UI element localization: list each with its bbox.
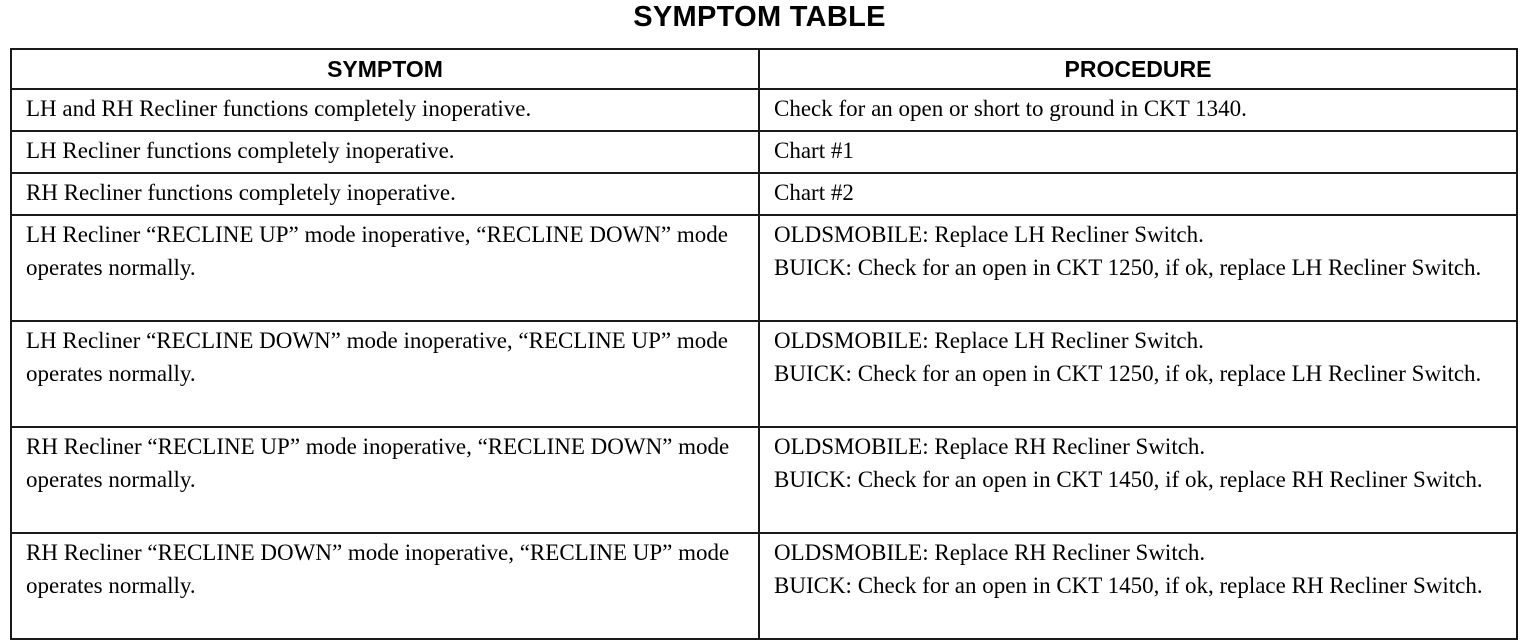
procedure-line: OLDSMOBILE: Replace RH Recliner Switch. <box>774 540 1206 565</box>
table-row <box>11 131 1517 173</box>
symptom-table <box>10 48 1518 640</box>
procedure-line: OLDSMOBILE: Replace RH Recliner Switch. <box>774 434 1206 459</box>
procedure-line: Check for an open or short to ground in CKT 1340. <box>774 96 1247 121</box>
symptom-cell: RH Recliner functions completely inoperative. <box>11 173 759 215</box>
table-row <box>11 215 1517 321</box>
symptom-cell: LH Recliner functions completely inoperative. <box>11 131 759 173</box>
procedure-line: Chart #1 <box>774 138 854 163</box>
table-row <box>11 321 1517 427</box>
table-row <box>11 427 1517 533</box>
procedure-line: OLDSMOBILE: Replace LH Recliner Switch. <box>774 328 1204 353</box>
symptom-cell: RH Recliner “RECLINE UP” mode inoperative, “RECLINE DOWN” mode operates normally. <box>11 427 759 533</box>
symptom-column-header: SYMPTOM <box>11 49 759 89</box>
procedure-line: OLDSMOBILE: Replace LH Recliner Switch. <box>774 222 1204 247</box>
table-row <box>11 533 1517 639</box>
symptom-cell: LH Recliner “RECLINE DOWN” mode inoperative, “RECLINE UP” mode operates normally. <box>11 321 759 427</box>
procedure-line: Chart #2 <box>774 180 854 205</box>
procedure-cell <box>759 131 1517 173</box>
procedure-line: BUICK: Check for an open in CKT 1250, if ok, replace LH Recliner Switch. <box>774 360 1482 386</box>
procedure-cell <box>759 533 1517 639</box>
table-row <box>11 89 1517 131</box>
symptom-cell: LH Recliner “RECLINE UP” mode inoperative, “RECLINE DOWN” mode operates normally. <box>11 215 759 321</box>
table-row <box>11 173 1517 215</box>
procedure-cell <box>759 173 1517 215</box>
procedure-cell <box>759 427 1517 533</box>
procedure-cell <box>759 321 1517 427</box>
procedure-line: BUICK: Check for an open in CKT 1250, if ok, replace LH Recliner Switch. <box>774 254 1482 280</box>
symptom-cell: LH and RH Recliner functions completely inoperative. <box>11 89 759 131</box>
procedure-line: BUICK: Check for an open in CKT 1450, if ok, replace RH Recliner Switch. <box>774 572 1483 598</box>
procedure-cell <box>759 215 1517 321</box>
page-title: SYMPTOM TABLE <box>633 1 886 33</box>
procedure-cell <box>759 89 1517 131</box>
symptom-cell: RH Recliner “RECLINE DOWN” mode inoperative, “RECLINE UP” mode operates normally. <box>11 533 759 639</box>
procedure-line: BUICK: Check for an open in CKT 1450, if ok, replace RH Recliner Switch. <box>774 466 1483 492</box>
procedure-column-header: PROCEDURE <box>759 49 1517 89</box>
table-header-row <box>11 49 1517 89</box>
